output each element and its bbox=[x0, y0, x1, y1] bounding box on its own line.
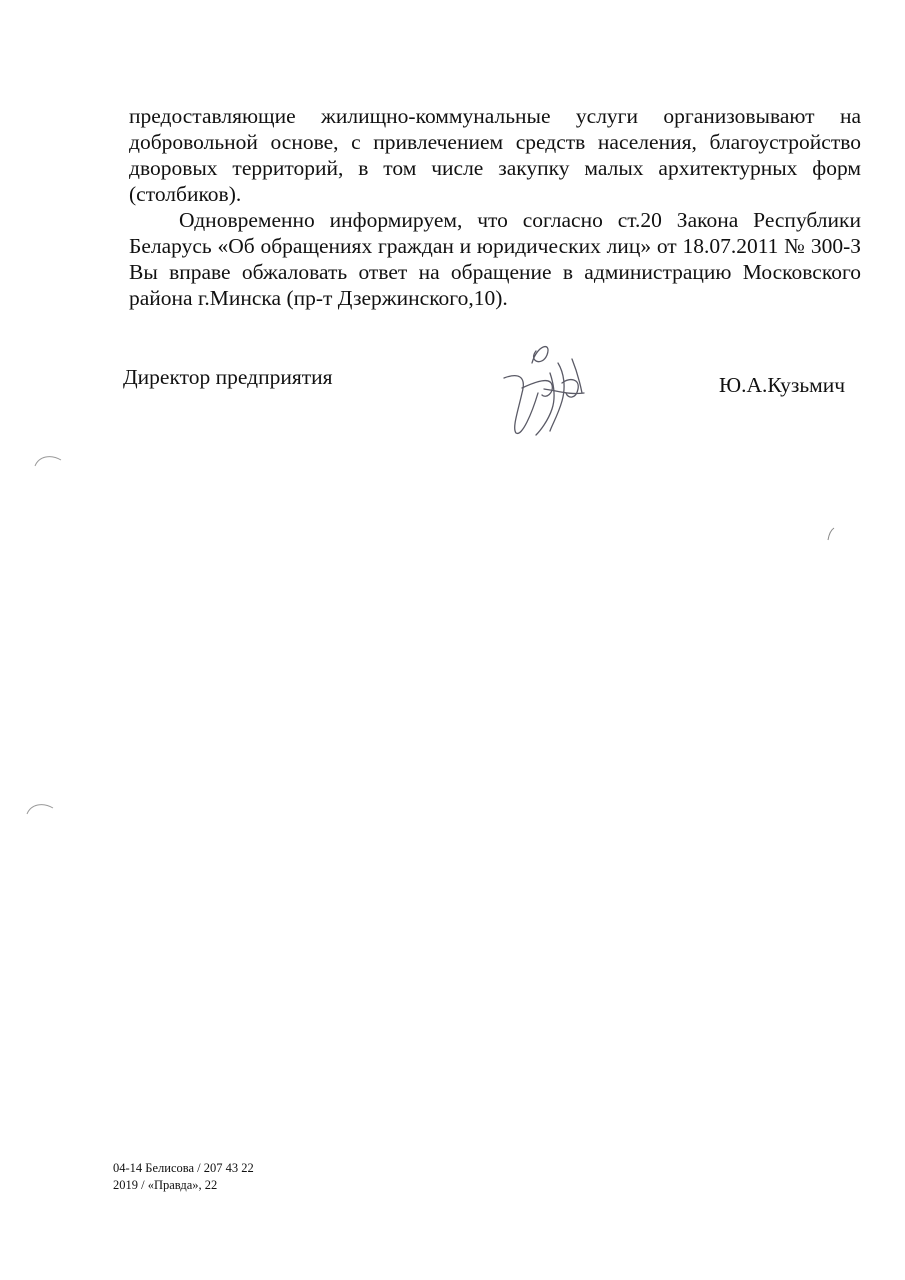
punch-hole-mark bbox=[33, 452, 63, 468]
signer-position-title: Директор предприятия bbox=[123, 365, 333, 389]
body-paragraph-2: Одновременно информируем, что согласно ст.20 Закона Республики Беларусь «Об обращениях граждан и юридических лиц» от 18.07.2011 № 300-З Вы вправе обжаловать ответ на обращение в администрацию Московского района г.Минска (пр-т Дзержинского,10). bbox=[129, 208, 861, 310]
punch-hole-mark bbox=[25, 800, 55, 816]
document-footer bbox=[113, 1160, 254, 1194]
signer-name: Ю.А.Кузьмич bbox=[719, 373, 846, 397]
footer-line-1: 04-14 Белисова / 207 43 22 bbox=[113, 1161, 254, 1175]
body-paragraph-1: предоставляющие жилищно-коммунальные услуги организовывают на добровольной основе, с привлечением средств населения, благоустройство дворовых территорий, в том числе закупку малых архитектурных форм (столбиков). bbox=[129, 104, 861, 206]
handwritten-signature bbox=[492, 333, 602, 443]
footer-line-2: 2019 / «Правда», 22 bbox=[113, 1178, 218, 1192]
scan-speck-mark bbox=[824, 526, 836, 542]
